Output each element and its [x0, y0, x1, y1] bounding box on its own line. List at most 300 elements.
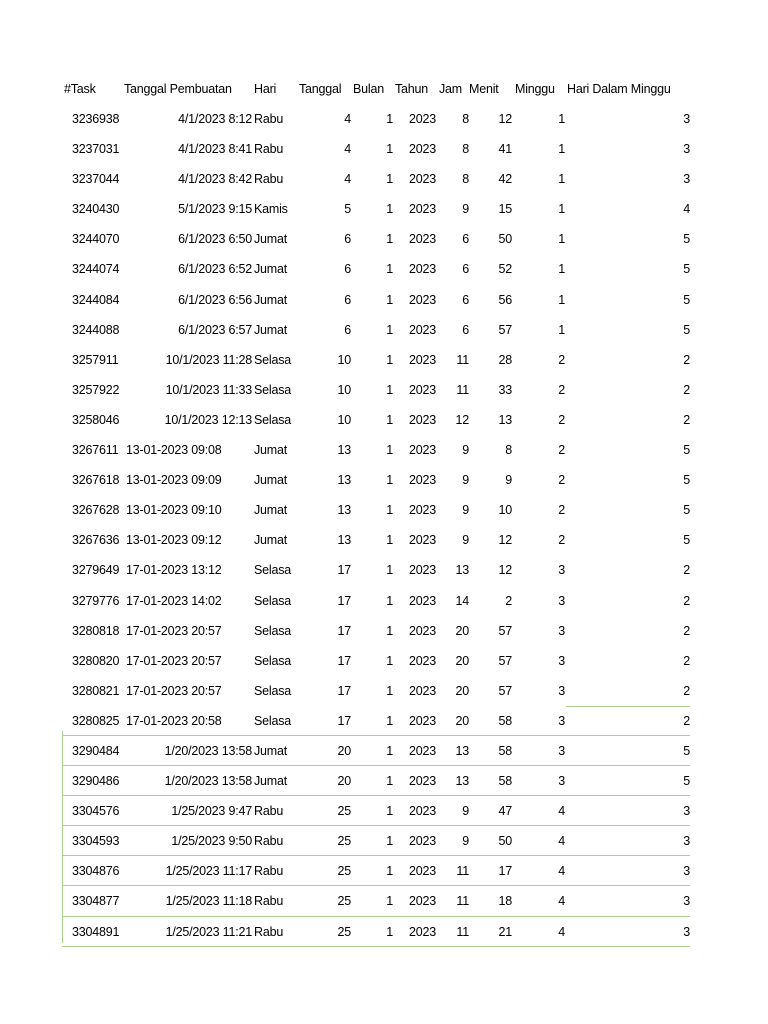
cell-minggu[interactable]: 1 — [558, 202, 565, 217]
cell-minggu[interactable]: 2 — [558, 533, 565, 548]
cell-bulan[interactable]: 1 — [386, 382, 393, 397]
cell-tanggal[interactable]: 13 — [337, 533, 351, 548]
cell-bulan[interactable]: 1 — [386, 653, 393, 668]
header-jam[interactable]: Jam — [439, 82, 463, 96]
cell-menit[interactable]: 57 — [498, 322, 512, 337]
cell-tanggal[interactable]: 25 — [337, 864, 351, 879]
cell-tanggal[interactable]: 20 — [337, 774, 351, 789]
cell-minggu[interactable]: 2 — [558, 352, 565, 367]
cell-tahun[interactable]: 2023 — [409, 563, 437, 578]
header-tahun[interactable]: Tahun — [395, 82, 429, 96]
cell-tanggal-pembuatan[interactable]: 4/1/2023 8:12 — [178, 112, 252, 126]
cell-hari-dalam-minggu[interactable]: 2 — [683, 683, 690, 698]
cell-tahun[interactable]: 2023 — [409, 834, 437, 849]
cell-tahun[interactable]: 2023 — [409, 533, 437, 548]
cell-tanggal[interactable]: 6 — [344, 322, 351, 337]
cell-bulan[interactable]: 1 — [386, 443, 393, 458]
cell-jam[interactable]: 8 — [462, 142, 469, 157]
cell-hari[interactable]: Selasa — [254, 563, 292, 578]
cell-menit[interactable]: 21 — [498, 924, 512, 939]
cell-tahun[interactable]: 2023 — [409, 864, 437, 879]
cell-bulan[interactable]: 1 — [386, 112, 393, 126]
cell-tanggal-pembuatan[interactable]: 17-01-2023 14:02 — [126, 593, 222, 608]
cell-tanggal[interactable]: 25 — [337, 804, 351, 819]
cell-tanggal[interactable]: 25 — [337, 924, 351, 939]
header-row — [0, 82, 768, 98]
cell-bulan[interactable]: 1 — [386, 924, 393, 939]
cell-tanggal-pembuatan[interactable]: 1/25/2023 11:18 — [165, 894, 252, 909]
cell-task[interactable]: 3280825 — [72, 713, 120, 728]
cell-task[interactable]: 3304891 — [72, 924, 120, 939]
cell-bulan[interactable]: 1 — [386, 142, 393, 157]
cell-hari[interactable]: Jumat — [254, 322, 288, 337]
cell-menit[interactable]: 2 — [505, 593, 512, 608]
cell-minggu[interactable]: 3 — [558, 593, 565, 608]
cell-minggu[interactable]: 4 — [558, 864, 565, 879]
cell-task[interactable]: 3244074 — [72, 262, 120, 277]
cell-menit[interactable]: 50 — [498, 834, 512, 849]
cell-hari-dalam-minggu[interactable]: 2 — [683, 713, 690, 728]
cell-minggu[interactable]: 3 — [558, 683, 565, 698]
cell-minggu[interactable]: 1 — [558, 322, 565, 337]
cell-hari-dalam-minggu[interactable]: 5 — [683, 533, 690, 548]
cell-jam[interactable]: 9 — [462, 202, 469, 217]
cell-hari[interactable]: Jumat — [254, 533, 288, 548]
cell-tanggal[interactable]: 20 — [337, 743, 351, 758]
cell-menit[interactable]: 10 — [498, 503, 512, 518]
cell-hari[interactable]: Rabu — [254, 894, 284, 909]
cell-hari[interactable]: Selasa — [254, 653, 292, 668]
cell-tanggal-pembuatan[interactable]: 1/20/2023 13:58 — [164, 774, 252, 789]
cell-tanggal[interactable]: 10 — [337, 352, 351, 367]
cell-jam[interactable]: 20 — [455, 653, 469, 668]
cell-jam[interactable]: 13 — [455, 563, 469, 578]
cell-jam[interactable]: 9 — [462, 804, 469, 819]
cell-bulan[interactable]: 1 — [386, 593, 393, 608]
header-tanggal-pembuatan[interactable]: Tanggal Pembuatan — [124, 82, 232, 96]
cell-menit[interactable]: 41 — [498, 142, 512, 157]
cell-tanggal-pembuatan[interactable]: 1/20/2023 13:58 — [164, 743, 252, 758]
cell-minggu[interactable]: 4 — [558, 924, 565, 939]
cell-tahun[interactable]: 2023 — [409, 382, 437, 397]
cell-jam[interactable]: 13 — [455, 774, 469, 789]
cell-jam[interactable]: 20 — [455, 713, 469, 728]
cell-menit[interactable]: 18 — [498, 894, 512, 909]
header-tanggal[interactable]: Tanggal — [299, 82, 342, 96]
cell-menit[interactable]: 58 — [498, 774, 512, 789]
cell-tahun[interactable]: 2023 — [409, 142, 437, 157]
cell-hari-dalam-minggu[interactable]: 2 — [683, 623, 690, 638]
cell-jam[interactable]: 11 — [456, 382, 469, 397]
cell-minggu[interactable]: 1 — [558, 172, 565, 187]
cell-hari-dalam-minggu[interactable]: 2 — [683, 382, 690, 397]
cell-tahun[interactable]: 2023 — [409, 412, 437, 427]
cell-tanggal[interactable]: 10 — [337, 412, 351, 427]
cell-tahun[interactable]: 2023 — [409, 172, 437, 187]
cell-tanggal-pembuatan[interactable]: 10/1/2023 12:13 — [164, 412, 252, 427]
cell-hari[interactable]: Selasa — [254, 412, 292, 427]
cell-hari[interactable]: Selasa — [254, 623, 292, 638]
cell-tanggal[interactable]: 17 — [337, 593, 351, 608]
cell-hari[interactable]: Jumat — [254, 743, 288, 758]
cell-menit[interactable]: 58 — [498, 713, 512, 728]
cell-hari-dalam-minggu[interactable]: 3 — [683, 924, 690, 939]
cell-tahun[interactable]: 2023 — [409, 924, 437, 939]
cell-bulan[interactable]: 1 — [386, 412, 393, 427]
cell-tahun[interactable]: 2023 — [409, 202, 437, 217]
cell-bulan[interactable]: 1 — [386, 713, 393, 728]
table-row — [0, 586, 768, 616]
cell-minggu[interactable]: 1 — [558, 292, 565, 307]
cell-tahun[interactable]: 2023 — [409, 473, 437, 488]
cell-bulan[interactable]: 1 — [386, 894, 393, 909]
cell-hari-dalam-minggu[interactable]: 3 — [683, 112, 690, 126]
cell-jam[interactable]: 6 — [462, 322, 469, 337]
cell-bulan[interactable]: 1 — [386, 202, 393, 217]
cell-tanggal[interactable]: 13 — [337, 473, 351, 488]
cell-task[interactable]: 3244084 — [72, 292, 120, 307]
cell-tanggal[interactable]: 17 — [337, 683, 351, 698]
cell-task[interactable]: 3240430 — [72, 202, 120, 217]
cell-minggu[interactable]: 3 — [558, 713, 565, 728]
cell-hari[interactable]: Rabu — [254, 834, 284, 849]
cell-tahun[interactable]: 2023 — [409, 443, 437, 458]
cell-tanggal[interactable]: 4 — [344, 172, 351, 187]
cell-bulan[interactable]: 1 — [386, 262, 393, 277]
cell-tanggal[interactable]: 13 — [337, 503, 351, 518]
cell-hari-dalam-minggu[interactable]: 5 — [683, 292, 690, 307]
cell-hari-dalam-minggu[interactable]: 2 — [683, 352, 690, 367]
cell-bulan[interactable]: 1 — [386, 172, 393, 187]
cell-jam[interactable]: 12 — [455, 412, 469, 427]
cell-task[interactable]: 3279776 — [72, 593, 120, 608]
cell-menit[interactable]: 50 — [498, 232, 512, 247]
cell-tanggal[interactable]: 6 — [344, 292, 351, 307]
cell-task[interactable]: 3258046 — [72, 412, 120, 427]
cell-jam[interactable]: 14 — [455, 593, 469, 608]
cell-task[interactable]: 3257922 — [72, 382, 120, 397]
cell-tanggal[interactable]: 4 — [344, 112, 351, 126]
cell-menit[interactable]: 13 — [498, 412, 512, 427]
cell-tahun[interactable]: 2023 — [409, 352, 437, 367]
cell-task[interactable]: 3236938 — [72, 112, 120, 126]
table-row — [0, 886, 768, 916]
cell-tanggal-pembuatan[interactable]: 6/1/2023 6:57 — [178, 322, 252, 337]
cell-minggu[interactable]: 2 — [558, 473, 565, 488]
cell-minggu[interactable]: 4 — [558, 834, 565, 849]
cell-task[interactable]: 3304593 — [72, 834, 120, 849]
cell-tahun[interactable]: 2023 — [409, 804, 437, 819]
cell-hari[interactable]: Selasa — [254, 352, 292, 367]
cell-task[interactable]: 3280818 — [72, 623, 120, 638]
cell-jam[interactable]: 13 — [455, 743, 469, 758]
cell-hari[interactable]: Jumat — [254, 292, 288, 307]
cell-hari-dalam-minggu[interactable]: 3 — [683, 864, 690, 879]
cell-jam[interactable]: 9 — [462, 834, 469, 849]
table-row — [0, 104, 768, 134]
cell-menit[interactable]: 15 — [498, 202, 512, 217]
header-minggu[interactable]: Minggu — [515, 82, 555, 96]
cell-task[interactable]: 3257911 — [72, 352, 119, 367]
cell-tanggal-pembuatan[interactable]: 4/1/2023 8:41 — [178, 142, 252, 157]
cell-jam[interactable]: 9 — [462, 473, 469, 488]
cell-tanggal-pembuatan[interactable]: 10/1/2023 11:33 — [165, 382, 252, 397]
cell-tanggal-pembuatan[interactable]: 13-01-2023 09:09 — [126, 473, 222, 488]
cell-tanggal-pembuatan[interactable]: 6/1/2023 6:50 — [178, 232, 252, 247]
table-row — [0, 435, 768, 465]
cell-hari[interactable]: Kamis — [254, 202, 288, 217]
table-row — [0, 315, 768, 345]
cell-bulan[interactable]: 1 — [386, 834, 393, 849]
cell-hari-dalam-minggu[interactable]: 3 — [683, 894, 690, 909]
cell-hari[interactable]: Rabu — [254, 864, 284, 879]
cell-task[interactable]: 3237044 — [72, 172, 120, 187]
cell-hari[interactable]: Selasa — [254, 382, 292, 397]
cell-tanggal[interactable]: 10 — [337, 382, 351, 397]
cell-tanggal-pembuatan[interactable]: 1/25/2023 11:17 — [165, 864, 252, 879]
cell-menit[interactable]: 12 — [498, 563, 512, 578]
cell-jam[interactable]: 6 — [462, 262, 469, 277]
cell-task[interactable]: 3304876 — [72, 864, 120, 879]
cell-minggu[interactable]: 2 — [558, 443, 565, 458]
cell-tanggal-pembuatan[interactable]: 13-01-2023 09:08 — [126, 443, 222, 458]
cell-bulan[interactable]: 1 — [386, 683, 393, 698]
cell-bulan[interactable]: 1 — [386, 563, 393, 578]
cell-jam[interactable]: 11 — [456, 924, 469, 939]
cell-hari[interactable]: Rabu — [254, 172, 284, 187]
cell-hari[interactable]: Jumat — [254, 232, 288, 247]
cell-jam[interactable]: 6 — [462, 292, 469, 307]
cell-hari[interactable]: Rabu — [254, 112, 284, 126]
cell-tahun[interactable]: 2023 — [409, 112, 437, 126]
cell-hari[interactable]: Jumat — [254, 262, 288, 277]
cell-menit[interactable]: 52 — [498, 262, 512, 277]
cell-hari[interactable]: Selasa — [254, 713, 292, 728]
cell-tanggal-pembuatan[interactable]: 17-01-2023 20:57 — [126, 683, 222, 698]
cell-tahun[interactable]: 2023 — [409, 683, 437, 698]
cell-task[interactable]: 3267628 — [72, 503, 120, 518]
cell-minggu[interactable]: 1 — [558, 112, 565, 126]
header-bulan[interactable]: Bulan — [353, 82, 384, 96]
cell-task[interactable]: 3304576 — [72, 804, 120, 819]
cell-tanggal[interactable]: 17 — [337, 623, 351, 638]
cell-task[interactable]: 3237031 — [72, 142, 120, 157]
cell-task[interactable]: 3267618 — [72, 473, 120, 488]
cell-minggu[interactable]: 3 — [558, 563, 565, 578]
cell-hari-dalam-minggu[interactable]: 2 — [683, 412, 690, 427]
cell-bulan[interactable]: 1 — [386, 533, 393, 548]
cell-tanggal-pembuatan[interactable]: 4/1/2023 8:42 — [178, 172, 252, 187]
cell-task[interactable]: 3304877 — [72, 894, 120, 909]
header-task[interactable]: #Task — [64, 82, 96, 96]
cell-tanggal[interactable]: 13 — [337, 443, 351, 458]
header-hari-dalam-minggu[interactable]: Hari Dalam Minggu — [567, 82, 671, 96]
cell-tanggal-pembuatan[interactable]: 17-01-2023 13:12 — [126, 563, 222, 578]
cell-task[interactable]: 3244070 — [72, 232, 120, 247]
cell-tahun[interactable]: 2023 — [409, 322, 437, 337]
cell-hari-dalam-minggu[interactable]: 4 — [683, 202, 690, 217]
cell-bulan[interactable]: 1 — [386, 623, 393, 638]
cell-task[interactable]: 3280820 — [72, 653, 120, 668]
cell-tahun[interactable]: 2023 — [409, 894, 437, 909]
cell-tahun[interactable]: 2023 — [409, 743, 437, 758]
cell-minggu[interactable]: 2 — [558, 503, 565, 518]
cell-jam[interactable]: 20 — [455, 623, 469, 638]
cell-minggu[interactable]: 1 — [558, 232, 565, 247]
cell-hari-dalam-minggu[interactable]: 5 — [683, 473, 690, 488]
cell-menit[interactable]: 9 — [505, 473, 512, 488]
cell-hari-dalam-minggu[interactable]: 5 — [683, 443, 690, 458]
cell-tahun[interactable]: 2023 — [409, 503, 437, 518]
cell-jam[interactable]: 6 — [462, 232, 469, 247]
cell-tanggal-pembuatan[interactable]: 1/25/2023 9:50 — [171, 834, 252, 849]
cell-task[interactable]: 3280821 — [72, 683, 120, 698]
cell-tanggal[interactable]: 25 — [337, 894, 351, 909]
cell-jam[interactable]: 8 — [462, 112, 469, 126]
cell-task[interactable]: 3290486 — [72, 774, 120, 789]
cell-menit[interactable]: 58 — [498, 743, 512, 758]
cell-tanggal[interactable]: 17 — [337, 653, 351, 668]
cell-tanggal-pembuatan[interactable]: 13-01-2023 09:10 — [126, 503, 222, 518]
cell-hari[interactable]: Jumat — [254, 473, 288, 488]
cell-hari[interactable]: Jumat — [254, 443, 288, 458]
cell-task[interactable]: 3279649 — [72, 563, 120, 578]
cell-tanggal[interactable]: 17 — [337, 563, 351, 578]
cell-hari[interactable]: Selasa — [254, 683, 292, 698]
cell-menit[interactable]: 33 — [498, 382, 512, 397]
cell-tanggal[interactable]: 6 — [344, 262, 351, 277]
cell-hari-dalam-minggu[interactable]: 5 — [683, 322, 690, 337]
cell-menit[interactable]: 57 — [498, 683, 512, 698]
header-menit[interactable]: Menit — [469, 82, 499, 96]
cell-tanggal[interactable]: 6 — [344, 232, 351, 247]
cell-jam[interactable]: 11 — [456, 864, 469, 879]
cell-bulan[interactable]: 1 — [386, 473, 393, 488]
header-hari[interactable]: Hari — [254, 82, 277, 96]
cell-menit[interactable]: 42 — [498, 172, 512, 187]
cell-task[interactable]: 3290484 — [72, 743, 120, 758]
cell-jam[interactable]: 9 — [462, 533, 469, 548]
cell-menit[interactable]: 57 — [498, 653, 512, 668]
cell-tanggal-pembuatan[interactable]: 6/1/2023 6:52 — [178, 262, 252, 277]
cell-bulan[interactable]: 1 — [386, 352, 393, 367]
table-row — [0, 646, 768, 676]
cell-menit[interactable]: 8 — [505, 443, 512, 458]
cell-minggu[interactable]: 2 — [558, 382, 565, 397]
cell-hari-dalam-minggu[interactable]: 3 — [683, 172, 690, 187]
cell-tahun[interactable]: 2023 — [409, 262, 437, 277]
cell-bulan[interactable]: 1 — [386, 292, 393, 307]
cell-jam[interactable]: 9 — [462, 503, 469, 518]
cell-minggu[interactable]: 3 — [558, 743, 565, 758]
cell-task[interactable]: 3267636 — [72, 533, 120, 548]
cell-tahun[interactable]: 2023 — [409, 593, 437, 608]
cell-menit[interactable]: 47 — [498, 804, 512, 819]
cell-minggu[interactable]: 1 — [558, 142, 565, 157]
cell-bulan[interactable]: 1 — [386, 774, 393, 789]
cell-hari-dalam-minggu[interactable]: 5 — [683, 262, 690, 277]
cell-jam[interactable]: 20 — [455, 683, 469, 698]
cell-hari[interactable]: Jumat — [254, 503, 288, 518]
cell-hari-dalam-minggu[interactable]: 5 — [683, 232, 690, 247]
cell-hari[interactable]: Jumat — [254, 774, 288, 789]
cell-menit[interactable]: 17 — [498, 864, 512, 879]
table-row — [0, 616, 768, 646]
cell-bulan[interactable]: 1 — [386, 743, 393, 758]
cell-tanggal-pembuatan[interactable]: 17-01-2023 20:57 — [126, 623, 222, 638]
cell-hari-dalam-minggu[interactable]: 2 — [683, 653, 690, 668]
cell-menit[interactable]: 28 — [498, 352, 512, 367]
cell-tahun[interactable]: 2023 — [409, 653, 437, 668]
cell-tahun[interactable]: 2023 — [409, 292, 437, 307]
cell-jam[interactable]: 11 — [456, 352, 469, 367]
cell-menit[interactable]: 12 — [498, 533, 512, 548]
cell-menit[interactable]: 57 — [498, 623, 512, 638]
cell-jam[interactable]: 9 — [462, 443, 469, 458]
cell-jam[interactable]: 11 — [456, 894, 469, 909]
cell-tanggal[interactable]: 25 — [337, 834, 351, 849]
cell-minggu[interactable]: 4 — [558, 894, 565, 909]
cell-menit[interactable]: 12 — [498, 112, 512, 126]
cell-tanggal[interactable]: 4 — [344, 142, 351, 157]
cell-hari[interactable]: Rabu — [254, 924, 284, 939]
cell-menit[interactable]: 56 — [498, 292, 512, 307]
cell-minggu[interactable]: 1 — [558, 262, 565, 277]
cell-hari-dalam-minggu[interactable]: 2 — [683, 593, 690, 608]
cell-tanggal-pembuatan[interactable]: 17-01-2023 20:57 — [126, 653, 222, 668]
cell-hari[interactable]: Selasa — [254, 593, 292, 608]
cell-bulan[interactable]: 1 — [386, 864, 393, 879]
cell-bulan[interactable]: 1 — [386, 503, 393, 518]
cell-tahun[interactable]: 2023 — [409, 713, 437, 728]
cell-tanggal[interactable]: 5 — [344, 202, 351, 217]
cell-jam[interactable]: 8 — [462, 172, 469, 187]
cell-minggu[interactable]: 3 — [558, 653, 565, 668]
cell-tahun[interactable]: 2023 — [409, 774, 437, 789]
cell-tahun[interactable]: 2023 — [409, 232, 437, 247]
cell-minggu[interactable]: 3 — [558, 774, 565, 789]
cell-bulan[interactable]: 1 — [386, 804, 393, 819]
table-row — [0, 194, 768, 224]
table-row — [0, 917, 768, 947]
cell-hari-dalam-minggu[interactable]: 2 — [683, 563, 690, 578]
cell-hari-dalam-minggu[interactable]: 3 — [683, 834, 690, 849]
cell-minggu[interactable]: 4 — [558, 804, 565, 819]
cell-hari-dalam-minggu[interactable]: 5 — [683, 743, 690, 758]
cell-tanggal-pembuatan[interactable]: 6/1/2023 6:56 — [178, 292, 252, 307]
cell-minggu[interactable]: 3 — [558, 623, 565, 638]
cell-hari[interactable]: Rabu — [254, 142, 284, 157]
cell-tanggal-pembuatan[interactable]: 5/1/2023 9:15 — [178, 202, 252, 217]
cell-tanggal[interactable]: 17 — [337, 713, 351, 728]
cell-minggu[interactable]: 2 — [558, 412, 565, 427]
cell-bulan[interactable]: 1 — [386, 232, 393, 247]
cell-hari[interactable]: Rabu — [254, 804, 284, 819]
cell-hari-dalam-minggu[interactable]: 5 — [683, 503, 690, 518]
cell-hari-dalam-minggu[interactable]: 3 — [683, 804, 690, 819]
cell-tanggal-pembuatan[interactable]: 1/25/2023 9:47 — [171, 804, 252, 819]
cell-tanggal-pembuatan[interactable]: 17-01-2023 20:58 — [126, 713, 222, 728]
cell-hari-dalam-minggu[interactable]: 5 — [683, 774, 690, 789]
cell-tahun[interactable]: 2023 — [409, 623, 437, 638]
cell-task[interactable]: 3244088 — [72, 322, 120, 337]
cell-tanggal-pembuatan[interactable]: 1/25/2023 11:21 — [165, 924, 252, 939]
cell-bulan[interactable]: 1 — [386, 322, 393, 337]
cell-tanggal-pembuatan[interactable]: 13-01-2023 09:12 — [126, 533, 222, 548]
cell-hari-dalam-minggu[interactable]: 3 — [683, 142, 690, 157]
cell-tanggal-pembuatan[interactable]: 10/1/2023 11:28 — [165, 352, 252, 367]
cell-task[interactable]: 3267611 — [72, 443, 119, 458]
